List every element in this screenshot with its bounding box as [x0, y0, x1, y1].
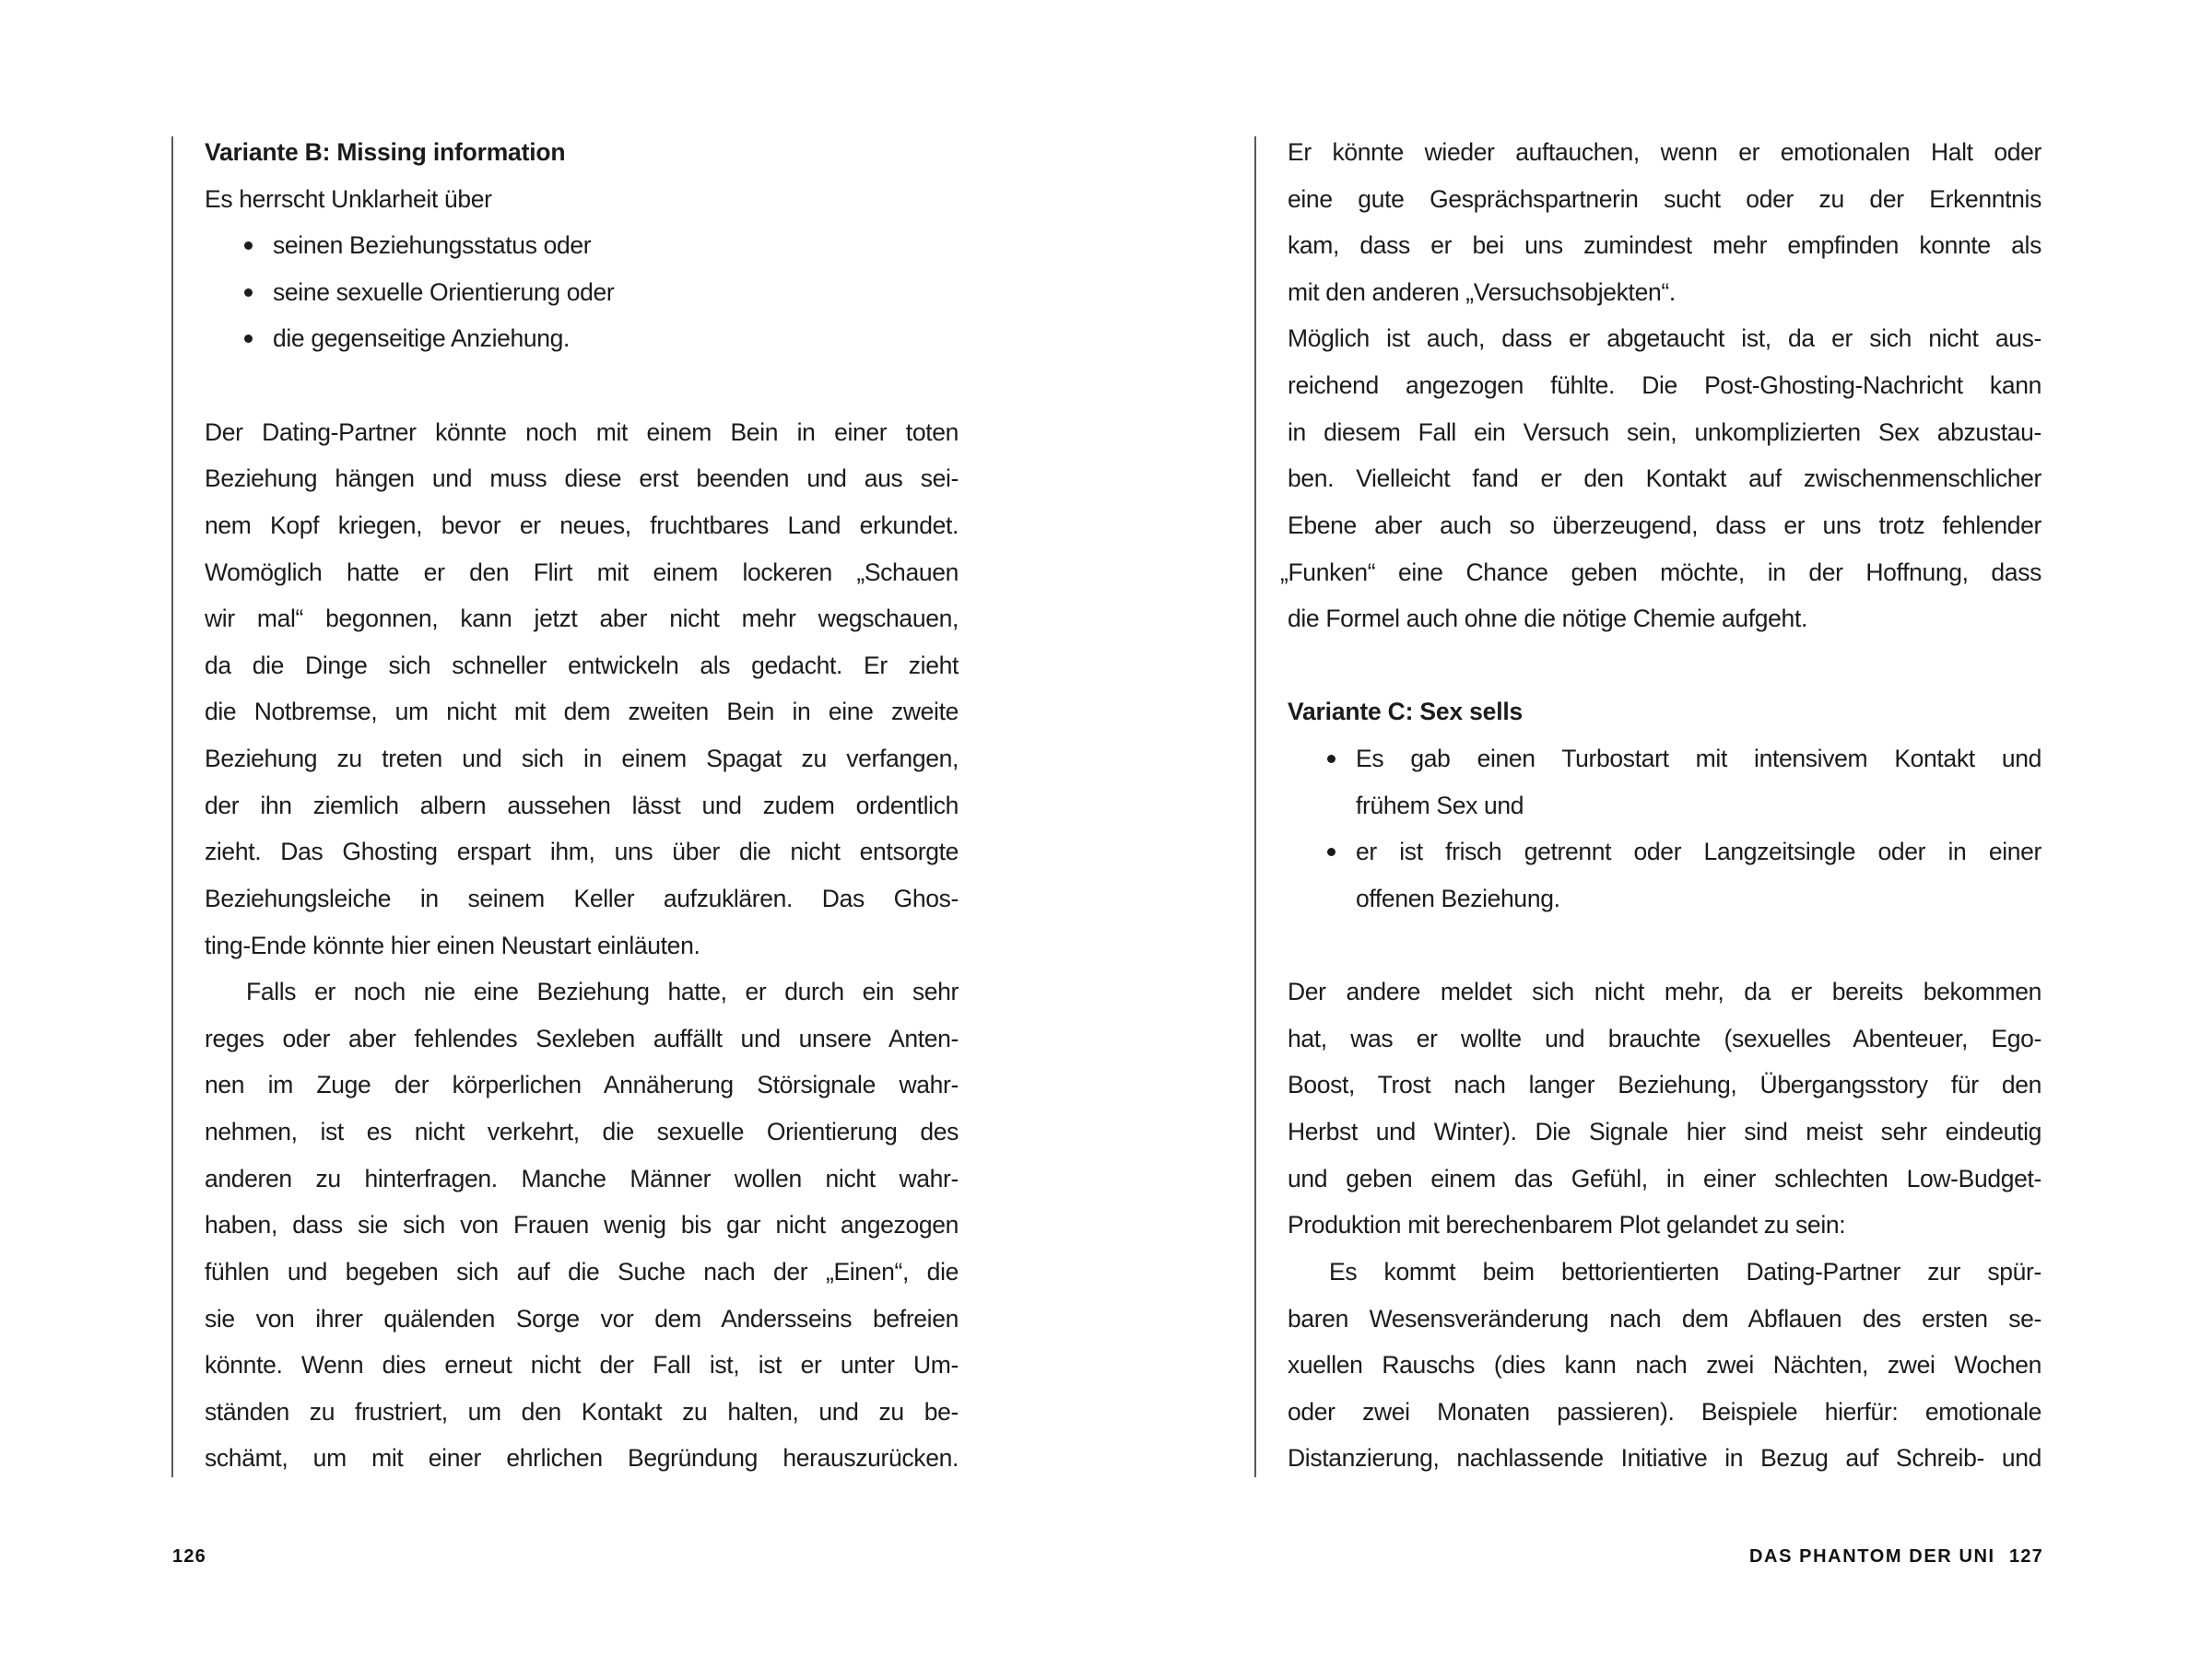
- text-line: kam, dass er bei uns zumindest mehr empfinden konnte als: [1288, 231, 2041, 259]
- list-item-text: offenen Beziehung.: [1356, 885, 1560, 912]
- text-line: oder zwei Monaten passieren). Beispiele hierfür: emotionale: [1288, 1398, 2041, 1426]
- text-line: nem Kopf kriegen, bevor er neues, fruchtbares Land erkundet.: [205, 511, 959, 539]
- text-line: in diesem Fall ein Versuch sein, unkomplizierten Sex abzustau-: [1288, 418, 2041, 446]
- list-item: [1288, 735, 2041, 829]
- text-line: zieht. Das Ghosting erspart ihm, uns über die nicht entsorgte: [205, 838, 959, 865]
- text-line: die Notbremse, um nicht mit dem zweiten Bein in eine zweite: [205, 698, 959, 725]
- bullet-icon: [244, 288, 253, 297]
- list-item-text: er ist frisch getrennt oder Langzeitsingle oder in einer: [1356, 838, 2041, 865]
- running-title: DAS PHANTOM DER UNI: [1749, 1546, 1995, 1567]
- text-line: reichend angezogen fühlte. Die Post-Ghosting-Nachricht kann: [1288, 371, 2041, 399]
- text-line: „Funken“ eine Chance geben möchte, in der Hoffnung, dass: [1280, 558, 2041, 586]
- bullet-icon: [1327, 848, 1335, 856]
- text-line: da die Dinge sich schneller entwickeln als gedacht. Er zieht: [205, 652, 959, 679]
- section-heading: Variante C: Sex sells: [1288, 698, 1524, 725]
- text-line: baren Wesensveränderung nach dem Abflauen des ersten se-: [1288, 1305, 2041, 1333]
- text-line: der ihn ziemlich albern aussehen lässt und zudem ordentlich: [205, 792, 959, 819]
- text-line: nen im Zuge der körperlichen Annäherung Störsignale wahr-: [205, 1071, 959, 1098]
- text-line: wir mal“ begonnen, kann jetzt aber nicht mehr wegschauen,: [205, 605, 959, 632]
- text-line: Boost, Trost nach langer Beziehung, Übergangsstory für den: [1288, 1071, 2041, 1098]
- text-line: reges oder aber fehlendes Sexleben auffällt und unsere Anten-: [205, 1025, 959, 1052]
- text-line: Der andere meldet sich nicht mehr, da er bereits bekommen: [1288, 978, 2041, 1005]
- text-line: Falls er noch nie eine Beziehung hatte, er durch ein sehr: [246, 978, 959, 1005]
- margin-rule: [1254, 136, 1256, 1477]
- text-line: xuellen Rauschs (dies kann nach zwei Nächten, zwei Wochen: [1288, 1351, 2041, 1379]
- text-line: anderen zu hinterfragen. Manche Männer wollen nicht wahr-: [205, 1165, 959, 1192]
- text-line: Ebene aber auch so überzeugend, dass er uns trotz fehlender: [1288, 511, 2041, 539]
- list-item: [205, 269, 959, 316]
- right-page: [1106, 0, 2212, 1668]
- text-line: haben, dass sie sich von Frauen wenig bis gar nicht angezogen: [205, 1211, 959, 1239]
- text-line: nehmen, ist es nicht verkehrt, die sexuelle Orientierung des: [205, 1118, 959, 1145]
- text-line: ständen zu frustriert, um den Kontakt zu halten, und zu be-: [205, 1398, 959, 1426]
- text-line: Distanzierung, nachlassende Initiative in Bezug auf Schreib- und: [1288, 1444, 2041, 1472]
- margin-rule: [171, 136, 173, 1477]
- list-item: [205, 315, 959, 362]
- text-line: ting-Ende könnte hier einen Neustart einläuten.: [205, 932, 700, 959]
- list-item-text: Es gab einen Turbostart mit intensivem Kontakt und: [1356, 745, 2041, 772]
- text-line: fühlen und begeben sich auf die Suche nach der „Einen“, die: [205, 1258, 959, 1286]
- text-line: schämt, um mit einer ehrlichen Begründung herauszurücken.: [205, 1444, 959, 1472]
- text-line: Der Dating-Partner könnte noch mit einem Bein in einer toten: [205, 418, 959, 446]
- text-line: Produktion mit berechenbarem Plot gelandet zu sein:: [1288, 1211, 1846, 1239]
- list-item: [1288, 828, 2041, 922]
- text-line: Herbst und Winter). Die Signale hier sind meist sehr eindeutig: [1288, 1118, 2041, 1145]
- text-line: Es kommt beim bettorientierten Dating-Partner zur spür-: [1329, 1258, 2041, 1286]
- bullet-icon: [244, 241, 253, 250]
- text-line: Beziehung zu treten und sich in einem Spagat zu verfangen,: [205, 745, 959, 772]
- text-line: Beziehung hängen und muss diese erst beenden und aus sei-: [205, 464, 959, 492]
- page-number-right: 127: [2009, 1546, 2043, 1567]
- text-line: Er könnte wieder auftauchen, wenn er emotionalen Halt oder: [1288, 138, 2041, 166]
- text-line: sie von ihrer quälenden Sorge vor dem Andersseins befreien: [205, 1305, 959, 1333]
- list-item-text: seinen Beziehungsstatus oder: [273, 231, 592, 259]
- text-line: könnte. Wenn dies erneut nicht der Fall ist, ist er unter Um-: [205, 1351, 959, 1379]
- list-item-text: seine sexuelle Orientierung oder: [273, 278, 615, 306]
- page-number-left: 126: [172, 1546, 206, 1567]
- section-heading: Variante B: Missing information: [205, 138, 566, 166]
- intro-line: Es herrscht Unklarheit über: [205, 185, 492, 213]
- bullet-icon: [1327, 755, 1335, 763]
- text-line: Womöglich hatte er den Flirt mit einem lockeren „Schauen: [205, 558, 959, 586]
- list-item-text: frühem Sex und: [1356, 792, 1524, 819]
- text-line: die Formel auch ohne die nötige Chemie aufgeht.: [1288, 605, 1807, 632]
- bullet-icon: [244, 335, 253, 343]
- text-line: und geben einem das Gefühl, in einer schlechten Low-Budget-: [1288, 1165, 2041, 1192]
- text-line: eine gute Gesprächspartnerin sucht oder zu der Erkenntnis: [1288, 185, 2041, 213]
- text-line: ben. Vielleicht fand er den Kontakt auf zwischenmenschlicher: [1288, 464, 2041, 492]
- text-line: Möglich ist auch, dass er abgetaucht ist, da er sich nicht aus-: [1288, 324, 2041, 352]
- text-line: mit den anderen „Versuchsobjekten“.: [1288, 278, 1676, 306]
- list-item: [205, 222, 959, 269]
- text-line: Beziehungsleiche in seinem Keller aufzuklären. Das Ghos-: [205, 885, 959, 912]
- text-line: hat, was er wollte und brauchte (sexuelles Abenteuer, Ego-: [1288, 1025, 2041, 1052]
- list-item-text: die gegenseitige Anziehung.: [273, 324, 571, 352]
